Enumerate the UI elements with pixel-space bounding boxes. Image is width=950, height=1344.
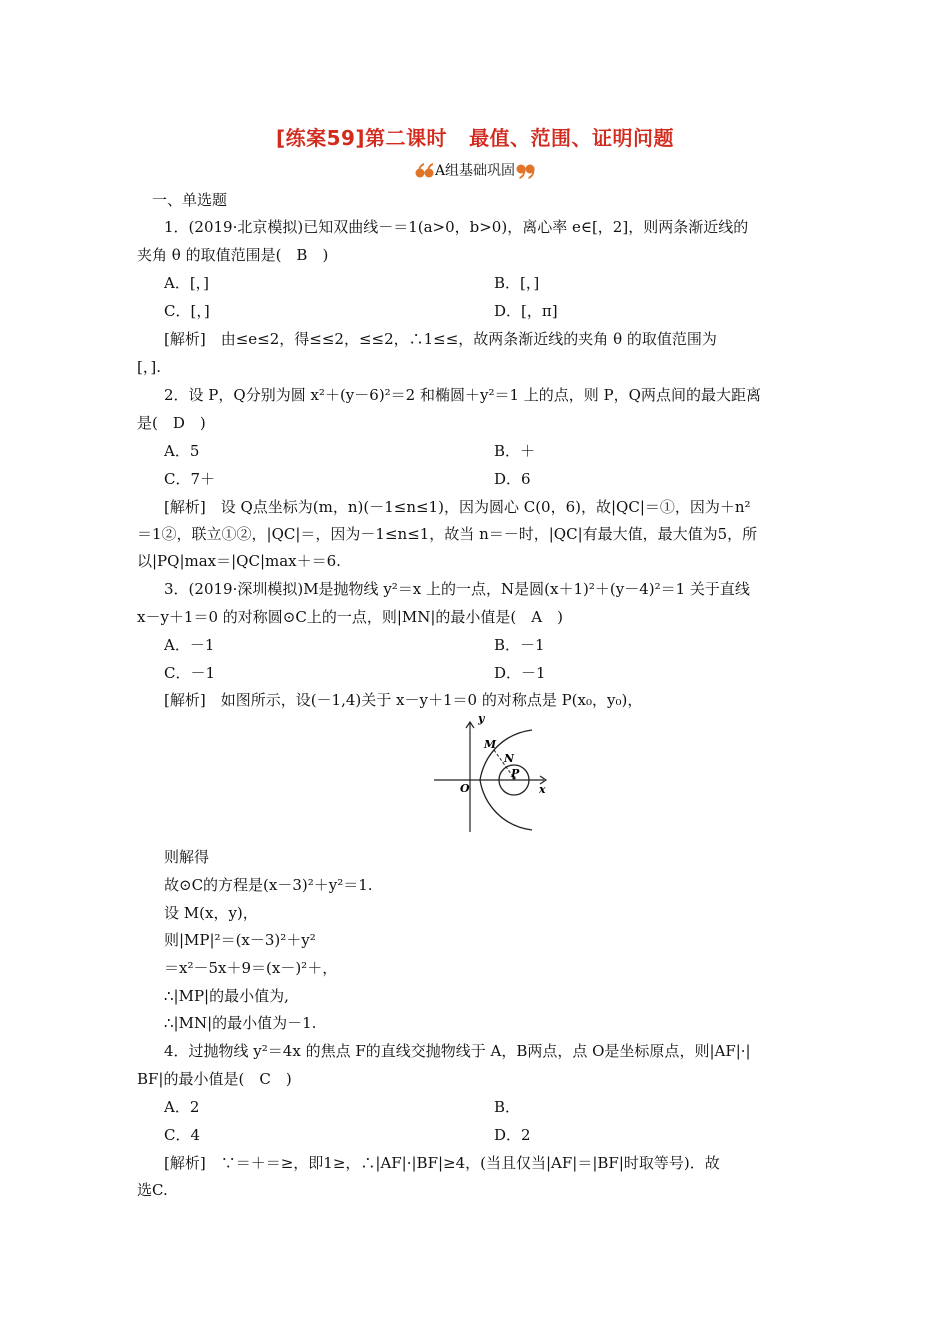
title-part1: [练案59]第二课时 [275, 126, 448, 150]
parabola-circle-figure [432, 716, 552, 836]
q3-step1: 则解得 [164, 848, 210, 866]
q2-option-a: A．5 [164, 442, 200, 460]
q3-option-b: B．－1 [494, 636, 545, 654]
q1-line1: 1．(2019·北京模拟)已知双曲线－＝1(a>0，b>0)，离心率 e∈[，2]，则两条渐近线的 [164, 218, 749, 236]
label-n: N [504, 752, 515, 765]
q3-solution-line1: [解析] 如图所示，设(－1,4)关于 x－y＋1＝0 的对称点是 P(x₀，y₀)， [164, 691, 643, 709]
q4-option-a: A．2 [164, 1098, 200, 1116]
q1-solution-line1: [解析] 由≤e≤2，得≤≤2，≤≤2，∴1≤≤，故两条渐近线的夹角 θ 的取值范围为 [164, 330, 717, 348]
label-y: y [478, 716, 485, 725]
group-heading [0, 160, 950, 181]
q3-option-c: C．－1 [164, 664, 216, 682]
q2-solution-line2: ＝1②，联立①②，|QC|＝，因为－1≤n≤1，故当 n＝－时，|QC|有最大值，最大值为5，所 [137, 525, 758, 543]
title-part2: 最值、范围、证明问题 [469, 126, 675, 150]
label-o: O [460, 782, 470, 795]
q2-solution-line3: 以|PQ|max＝|QC|max＋＝6. [137, 552, 341, 570]
q4-option-b: B． [494, 1098, 521, 1116]
q3-line2: x－y＋1＝0 的对称圆⊙C上的一点，则|MN|的最小值是( A ) [137, 608, 563, 626]
q4-solution-line1: [解析] ∵＝＋＝≥，即1≥，∴|AF|·|BF|≥4，(当且仅当|AF|＝|BF|时取等号)．故 [164, 1154, 720, 1172]
section-heading: 一、单选题 [152, 191, 228, 209]
q3-option-d: D．－1 [494, 664, 546, 682]
close-quote-icon [515, 161, 535, 181]
label-x: x [539, 783, 546, 796]
q4-option-c: C．4 [164, 1126, 201, 1144]
q1-option-c: C．[，] [164, 302, 210, 320]
q3-option-a: A．－1 [164, 636, 215, 654]
q3-step5: ＝x²－5x＋9＝(x－)²＋， [164, 959, 338, 977]
q1-option-d: D．[，π] [494, 302, 558, 320]
label-p: P [511, 767, 520, 780]
q4-line2: BF|的最小值是( C ) [137, 1070, 292, 1088]
q3-step4: 则|MP|²＝(x－3)²＋y² [164, 931, 316, 949]
q1-line2: 夹角 θ 的取值范围是( B ) [137, 246, 329, 264]
q3-line1: 3．(2019·深圳模拟)M是抛物线 y²＝x 上的一点，N是圆(x＋1)²＋(y－4)²＝1 关于直线 [164, 580, 750, 598]
open-quote-icon [415, 161, 435, 181]
q2-option-c: C．7＋ [164, 470, 216, 488]
q1-solution-line2: [，]. [137, 358, 161, 376]
q2-line1: 2．设 P，Q分别为圆 x²＋(y－6)²＝2 和椭圆＋y²＝1 上的点，则 P，Q两点间的最大距离 [164, 386, 761, 404]
q2-option-d: D．6 [494, 470, 531, 488]
label-m: M [484, 738, 497, 751]
q1-option-b: B．[，] [494, 274, 540, 292]
q4-line1: 4．过抛物线 y²＝4x 的焦点 F的直线交抛物线于 A，B两点，点 O是坐标原点，则|AF|·| [164, 1042, 751, 1060]
q3-step6: ∴|MP|的最小值为, [164, 987, 289, 1005]
page-title [0, 122, 950, 151]
q3-step3: 设 M(x，y)， [164, 904, 258, 922]
q2-line2: 是( D ) [137, 414, 206, 432]
q4-option-d: D．2 [494, 1126, 531, 1144]
group-label: A组基础巩固 [434, 163, 516, 179]
q3-step2: 故⊙C的方程是(x－3)²＋y²＝1. [164, 876, 373, 894]
q2-solution-line1: [解析] 设 Q点坐标为(m，n)(－1≤n≤1)，因为圆心 C(0，6)，故|QC|＝①，因为＋n² [164, 498, 751, 516]
q4-solution-line2: 选C. [137, 1181, 168, 1199]
q3-step7: ∴|MN|的最小值为－1. [164, 1014, 317, 1032]
q1-option-a: A．[，] [164, 274, 210, 292]
q2-option-b: B．＋ [494, 442, 536, 460]
